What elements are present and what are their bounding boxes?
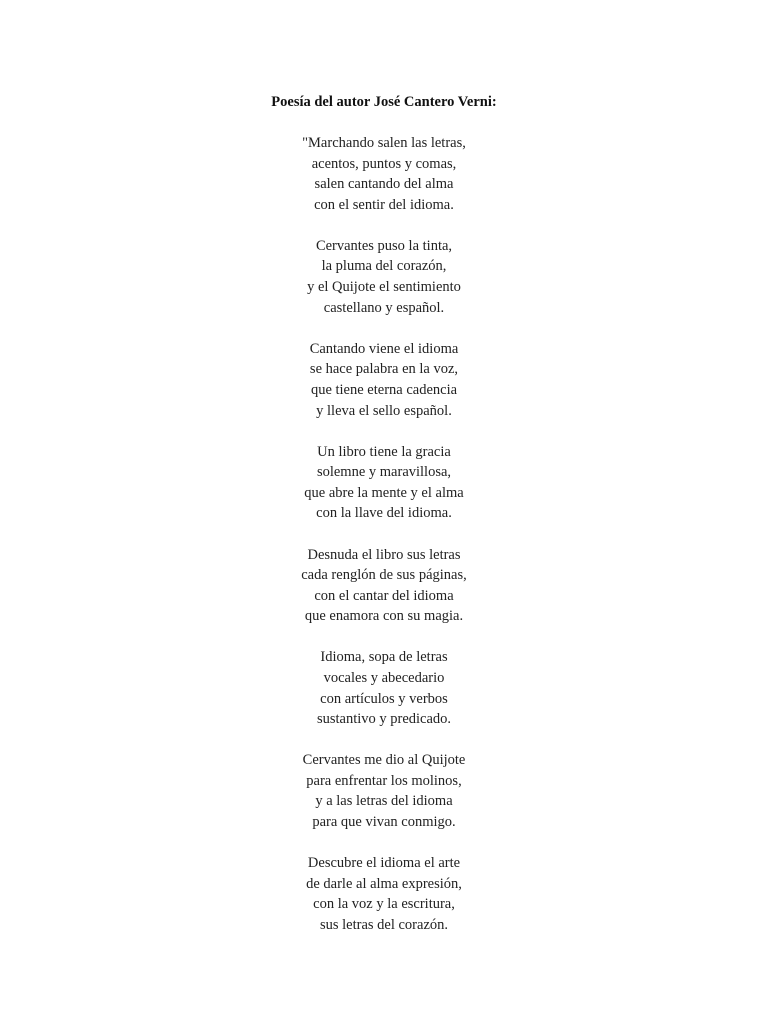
poem-line: solemne y maravillosa,	[316, 464, 452, 481]
stanza	[0, 339, 768, 421]
poem-line: y a las letras del idioma	[315, 793, 453, 810]
poem-line: que abre la mente y el alma	[304, 484, 464, 501]
stanza	[0, 853, 768, 935]
stanza	[0, 750, 768, 832]
poem-line: Cervantes me dio al Quijote	[302, 752, 466, 769]
poem-line: vocales y abecedario	[323, 669, 445, 686]
poem-line: Un libro tiene la gracia	[317, 443, 451, 460]
poem-line: para enfrentar los molinos,	[306, 772, 462, 789]
poem-line: para que vivan conmigo.	[312, 814, 456, 831]
poem-line: se hace palabra en la voz,	[309, 361, 459, 378]
poem-line: y el Quijote el sentimiento	[307, 279, 461, 296]
poem-line: Cervantes puso la tinta,	[315, 237, 453, 254]
poem-line: "Marchando salen las letras,	[302, 135, 466, 151]
poem-line: Cantando viene el idioma	[309, 340, 459, 357]
stanza	[0, 236, 768, 318]
poem-line: Descubre el idioma el arte	[307, 855, 461, 872]
poem-line: con el sentir del idioma.	[314, 196, 454, 213]
poem-line: que tiene eterna cadencia	[310, 381, 458, 398]
poem-line: Idioma, sopa de letras	[320, 649, 448, 666]
poem-body	[0, 133, 768, 956]
poem-line: con la llave del idioma.	[316, 505, 452, 522]
stanza	[0, 647, 768, 729]
poem-line: la pluma del corazón,	[321, 258, 447, 275]
poem-line: acentos, puntos y comas,	[311, 155, 457, 172]
stanza	[0, 545, 768, 627]
poem-line: sustantivo y predicado.	[316, 711, 452, 728]
poem-line: castellano y español.	[323, 299, 445, 316]
poem-line: que enamora con su magia.	[304, 608, 464, 625]
poem-line: con artículos y verbos	[320, 690, 448, 707]
poem-line: salen cantando del alma	[314, 176, 454, 193]
poem-line: cada renglón de sus páginas,	[301, 567, 467, 584]
stanza	[0, 442, 768, 524]
stanza	[0, 133, 768, 215]
poem-title: Poesía del autor José Cantero Verni:	[271, 94, 497, 110]
poem-line: con el cantar del idioma	[314, 587, 454, 604]
poem-line: de darle al alma expresión,	[306, 875, 462, 892]
poem-line: Desnuda el libro sus letras	[307, 546, 461, 563]
poem-line: sus letras del corazón.	[319, 916, 449, 933]
poem-line: y lleva el sello español.	[316, 402, 452, 419]
poem-line: con la voz y la escritura,	[313, 896, 455, 913]
